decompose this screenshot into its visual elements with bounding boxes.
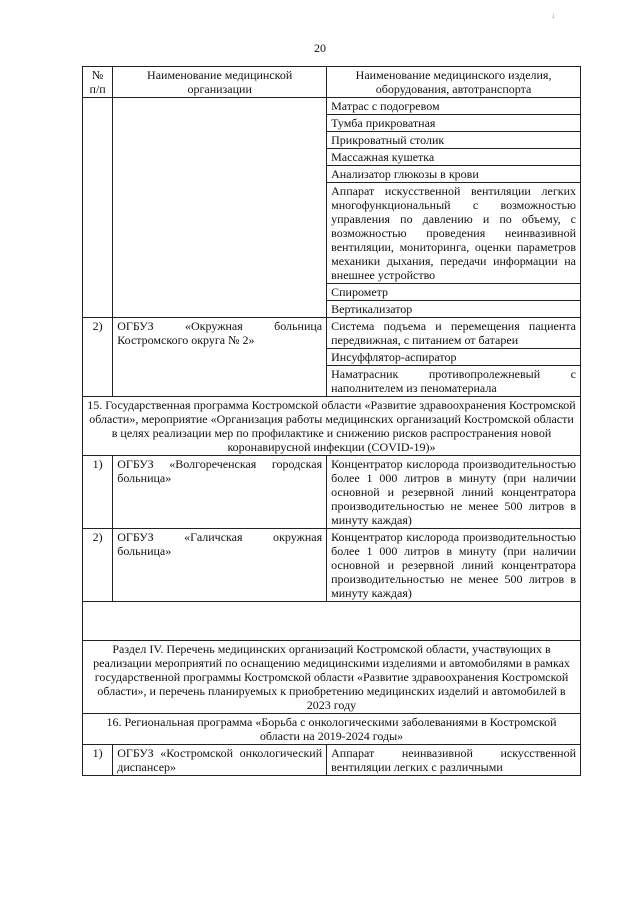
spacer-row bbox=[83, 602, 581, 641]
org-cell: ОГБУЗ «Костромской онкологический диспансер» bbox=[113, 745, 327, 776]
table-row bbox=[83, 745, 581, 776]
num-cell: 2) bbox=[83, 318, 113, 397]
item-cell: Вертикализатор bbox=[327, 301, 581, 318]
section-4-title: Раздел IV. Перечень медицинских организаций Костромской области, участвующих в реализации мероприятий по оснащению медицинскими изделиями и автомобилями в рамках государственной программы Костромской области «Развитие здравоохранения Костромской области», и перечень планируемых к приобретению медицинских изделий и автомобилей в 2023 году bbox=[83, 641, 581, 714]
spacer-cell bbox=[83, 602, 581, 641]
table-row bbox=[83, 98, 581, 115]
item-cell: Прикроватный столик bbox=[327, 132, 581, 149]
corner-mark: ↓ bbox=[551, 10, 556, 20]
page-number: 20 bbox=[314, 41, 326, 55]
org-cell: ОГБУЗ «Волгореченская городская больница» bbox=[113, 456, 327, 529]
section-16-title: 16. Региональная программа «Борьба с онкологическими заболеваниями в Костромской области на 2019-2024 годы» bbox=[83, 714, 581, 745]
item-cell: Наматрасник противопролежневый с наполнителем из пеноматериала bbox=[327, 366, 581, 397]
item-cell: Анализатор глюкозы в крови bbox=[327, 166, 581, 183]
item-cell: Система подъема и перемещения пациента передвижная, с питанием от батареи bbox=[327, 318, 581, 349]
header-item: Наименование медицинского изделия, оборудования, автотранспорта bbox=[327, 67, 581, 98]
item-cell: Инсуффлятор-аспиратор bbox=[327, 349, 581, 366]
item-cell: Матрас с подогревом bbox=[327, 98, 581, 115]
org-cell: ОГБУЗ «Галичская окружная больница» bbox=[113, 529, 327, 602]
org-cell: ОГБУЗ «Окружная больница Костромского округа № 2» bbox=[113, 318, 327, 397]
header-org: Наименование медицинской организации bbox=[113, 67, 327, 98]
table-row bbox=[83, 456, 581, 529]
item-cell: Спирометр bbox=[327, 284, 581, 301]
section-heading-row bbox=[83, 397, 581, 456]
section-15-title: 15. Государственная программа Костромской области «Развитие здравоохранения Костромской области», мероприятие «Организация работы медицинских организаций Костромской области в целях реализации мер по профилактике и снижению рисков распространения новой коронавирусной инфекции (COVID-19)» bbox=[83, 397, 581, 456]
table-row bbox=[83, 318, 581, 349]
table-row bbox=[83, 529, 581, 602]
item-cell: Массажная кушетка bbox=[327, 149, 581, 166]
item-cell: Тумба прикроватная bbox=[327, 115, 581, 132]
item-cell: Концентратор кислорода производительностью более 1 000 литров в минуту (при наличии основной и резервной линий концентратора производительностью не менее 500 литров в минуту каждая) bbox=[327, 529, 581, 602]
item-cell: Концентратор кислорода производительностью более 1 000 литров в минуту (при наличии основной и резервной линий концентратора производительностью не менее 500 литров в минуту каждая) bbox=[327, 456, 581, 529]
org-cell bbox=[113, 98, 327, 318]
header-num: № п/п bbox=[83, 67, 113, 98]
equipment-table bbox=[82, 66, 581, 776]
num-cell: 1) bbox=[83, 745, 113, 776]
num-cell: 2) bbox=[83, 529, 113, 602]
section-heading-row bbox=[83, 714, 581, 745]
item-cell: Аппарат неинвазивной искусственной вентиляции легких с различными bbox=[327, 745, 581, 776]
num-cell bbox=[83, 98, 113, 318]
num-cell: 1) bbox=[83, 456, 113, 529]
table-header-row bbox=[83, 67, 581, 98]
item-cell: Аппарат искусственной вентиляции легких многофункциональный с возможностью управления по давлению и по объему, с возможностью проведения неинвазивной вентиляции, мониторинга, оценки параметров механики дыхания, передачи информации на внешнее устройство bbox=[327, 183, 581, 284]
section-heading-row bbox=[83, 641, 581, 714]
